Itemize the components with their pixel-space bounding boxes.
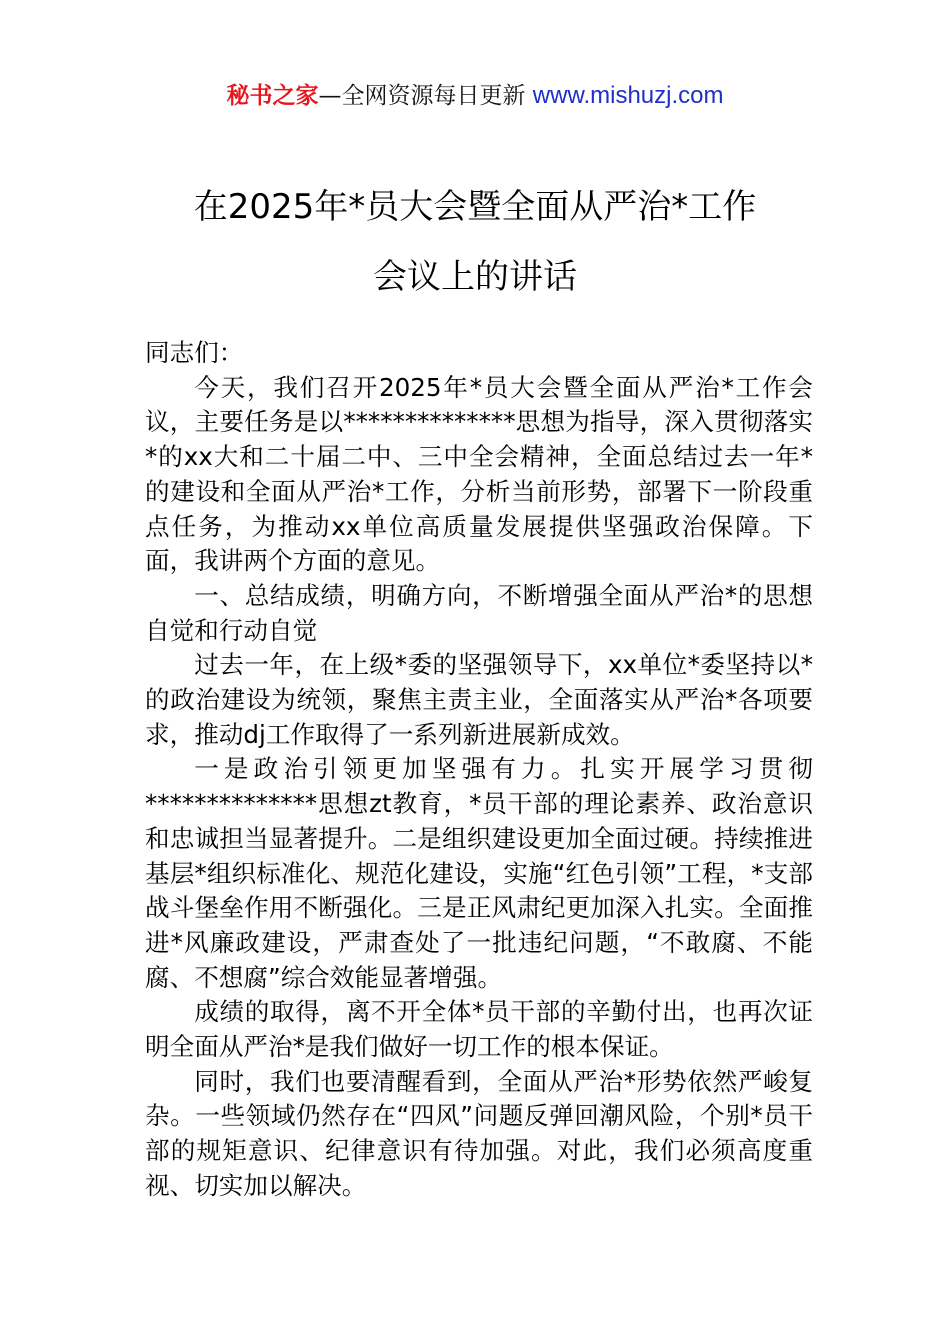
brand-name: 秘书之家	[226, 83, 319, 109]
paragraph: 过去一年，在上级*委的坚强领导下，xx单位*委坚持以*的政治建设为统领，聚焦主责主业，全面落实从严治*各项要求，推动dj工作取得了一系列新进展新成效。	[145, 650, 813, 749]
paragraph: 成绩的取得，离不开全体*员干部的辛勤付出，也再次证明全面从严治*是我们做好一切工作的根本保证。	[145, 997, 813, 1062]
paragraph: 同时，我们也要清醒看到，全面从严治*形势依然严峻复杂。一些领域仍然存在“四风”问题反弹回潮风险，个别*员干部的规矩意识、纪律意识有待加强。对此，我们必须高度重视、切实加以解决。	[145, 1066, 813, 1200]
header-tagline: —全网资源每日更新	[318, 83, 526, 109]
salutation: 同志们：	[145, 338, 244, 367]
section-heading-1: 一、总结成绩，明确方向，不断增强全面从严治*的思想自觉和行动自觉	[145, 580, 813, 645]
site-url[interactable]: www.mishuzj.com	[532, 82, 724, 109]
paragraph-intro: 今天，我们召开2025年*员大会暨全面从严治*工作会议，主要任务是以**************思想为指导，深入贯彻落实*的xx大和二十届二中、三中全会精神，全面总结过去一年*的建设和全面从严治*工作，分析当前形势，部署下一阶段重点任务，为推动xx单位高质量发展提供坚强政治保障。下面，我讲两个方面的意见。	[145, 372, 813, 576]
title-line-1: 在2025年*员大会暨全面从严治*工作	[193, 187, 757, 227]
page-header	[0, 80, 950, 112]
document-body	[145, 336, 813, 1204]
document-title	[0, 172, 950, 312]
title-line-2: 会议上的讲话	[373, 257, 577, 297]
paragraph: 一是政治引领更加坚强有力。扎实开展学习贯彻**************思想zt教育，*员干部的理论素养、政治意识和忠诚担当显著提升。二是组织建设更加全面过硬。持续推进基层*组织标准化、规范化建设，实施“红色引领”工程，*支部战斗堡垒作用不断强化。三是正风肃纪更加深入扎实。全面推进*风廉政建设，严肃查处了一批违纪问题，“不敢腐、不能腐、不想腐”综合效能显著增强。	[145, 754, 813, 992]
